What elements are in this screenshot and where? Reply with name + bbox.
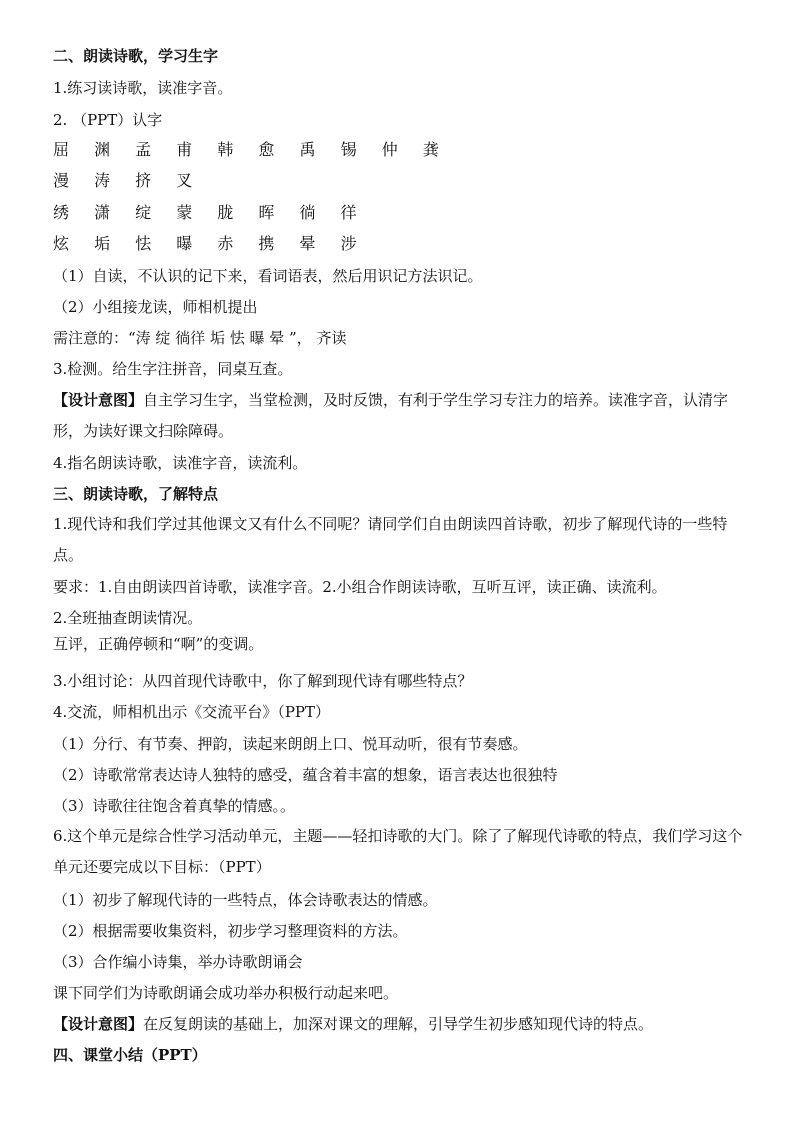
section-heading-4: 四、课堂小结（PPT）: [53, 1046, 207, 1064]
design-intent-text: 自主学习生字，当堂检测，及时反馈，有利于学生学习专注力的培养。读准字音，认清字形，为读好课文扫除障碍。: [53, 391, 729, 440]
design-intent-label: 【设计意图】: [53, 391, 144, 409]
character-list: 炫 垢 怯 曝 赤 携 晕 涉: [53, 234, 367, 253]
paragraph-line: （3）诗歌往往饱含着真挚的情感。。: [53, 797, 296, 815]
paragraph-line: 4.指名朗读诗歌，读准字音，读流利。: [53, 454, 308, 472]
paragraph-line: （1）自读，不认识的记下来，看词语表，然后用识记方法识记。: [53, 267, 483, 285]
paragraph-line: 课下同学们为诗歌朗诵会成功举办积极行动起来吧。: [53, 984, 399, 1002]
paragraph-line: （1）分行、有节奏、押韵，读起来朗朗上口、悦耳动听，很有节奏感。: [53, 735, 528, 753]
character-list: 屈 渊 孟 甫 韩 愈 禹 锡 仲 龚: [53, 140, 449, 159]
paragraph-line: 1.练习读诗歌，读准字音。: [53, 79, 233, 97]
design-intent-paragraph: [53, 1014, 754, 1034]
paragraph-line: 2. （PPT）认字: [53, 111, 163, 129]
design-intent-text: 在反复朗读的基础上，加深对课文的理解，引导学生初步感知现代诗的特点。: [143, 1015, 654, 1033]
paragraph-line: 2.全班抽查朗读情况。: [53, 609, 203, 627]
design-intent-paragraph: [53, 385, 754, 447]
paragraph-line: （3）合作编小诗集，举办诗歌朗诵会: [53, 953, 303, 971]
paragraph-line: （1）初步了解现代诗的一些特点，体会诗歌表达的情感。: [53, 891, 438, 909]
section-heading-3: 三、朗读诗歌，了解特点: [53, 485, 219, 503]
paragraph-line: 3.检测。给生字注拼音，同桌互查。: [53, 360, 293, 378]
paragraph-line: （2）根据需要收集资料，初步学习整理资料的方法。: [53, 922, 408, 940]
paragraph-line: 互评，正确停顿和“啊”的变调。: [53, 635, 264, 653]
design-intent-label: 【设计意图】: [53, 1015, 144, 1033]
paragraph-line: 要求：1.自由朗读四首诗歌，读准字音。2.小组合作朗读诗歌，互听互评，读正确、读流利。: [53, 578, 667, 596]
section-heading-2: 二、朗读诗歌，学习生字: [53, 47, 219, 65]
paragraph-line: 4.交流，师相机出示《交流平台》（PPT）: [53, 703, 331, 721]
paragraph-line: （2）小组接龙读，师相机提出: [53, 298, 258, 316]
paragraph-line: （2）诗歌常常表达诗人独特的感受，蕴含着丰富的想象，语言表达也很独特: [53, 766, 558, 784]
paragraph-line: 6.这个单元是综合性学习活动单元，主题——轻扣诗歌的大门。除了了解现代诗歌的特点，我们学习这个单元还要完成以下目标：（PPT）: [53, 827, 743, 876]
paragraph-line: 需注意的：“涛 绽 徜徉 垢 怯 曝 晕 ”， 齐读: [53, 329, 347, 347]
paragraph-line: 1.现代诗和我们学过其他课文又有什么不同呢？请同学们自由朗读四首诗歌，初步了解现代诗的一些特点。: [53, 515, 728, 564]
paragraph-line: 3.小组讨论：从四首现代诗歌中，你了解到现代诗有哪些特点？: [53, 672, 473, 690]
character-list: 漫 涛 挤 叉: [53, 171, 203, 190]
character-list: 绣 潇 绽 蒙 胧 晖 徜 徉: [53, 203, 367, 222]
